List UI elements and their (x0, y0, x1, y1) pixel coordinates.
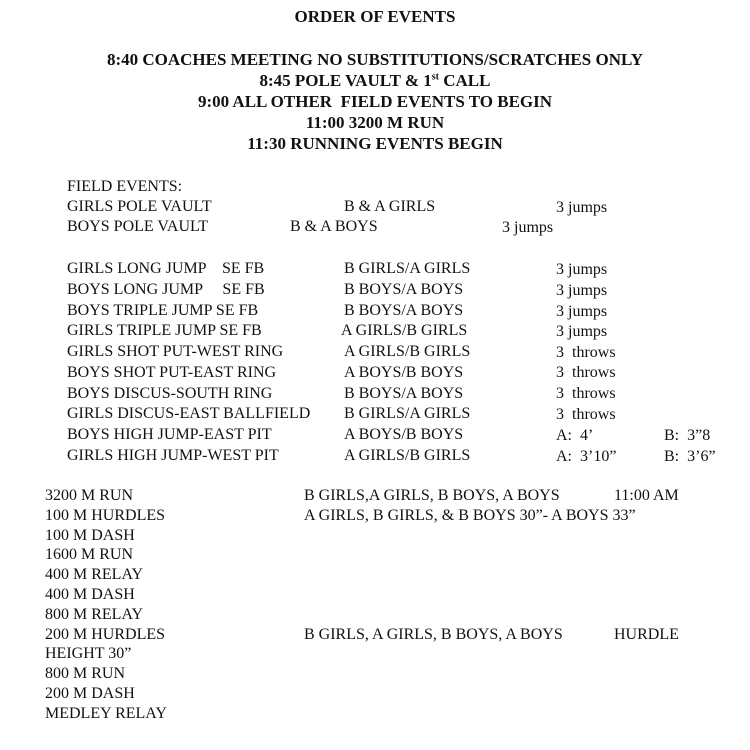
field-event-attempts: A: 3’10” (556, 448, 617, 465)
field-event-name: BOYS HIGH JUMP-EAST PIT (67, 426, 272, 443)
field-event-groups: B BOYS/A BOYS (344, 385, 464, 402)
field-event-attempts: 3 jumps (556, 199, 608, 216)
field-event-attempts: 3 jumps (556, 303, 608, 320)
field-event-groups: A BOYS/B BOYS (344, 426, 464, 443)
field-event-attempts: A: 4’ (556, 427, 594, 444)
running-event-name: 800 M RELAY (45, 606, 144, 623)
page-title: ORDER OF EVENTS (294, 7, 456, 26)
field-event-groups: B & A GIRLS (344, 198, 436, 215)
running-event-name: 400 M RELAY (45, 566, 144, 583)
schedule-line-pole-vault-call: CALL (439, 71, 491, 90)
field-event-extra: B: 3’6” (664, 448, 716, 465)
field-event-groups: B BOYS/A BOYS (344, 281, 464, 298)
running-event-extra: HURDLE (614, 626, 679, 643)
schedule-line-pole-vault (0, 71, 750, 91)
field-event-attempts: 3 throws (556, 364, 616, 381)
running-event-groups: A GIRLS, B GIRLS, & B BOYS 30”- A BOYS 33” (304, 507, 636, 524)
running-event-name: 800 M RUN (45, 665, 126, 682)
field-event-name: GIRLS HIGH JUMP-WEST PIT (67, 447, 279, 464)
field-event-groups: B GIRLS/A GIRLS (344, 260, 471, 277)
schedule-line-field-events: 9:00 ALL OTHER FIELD EVENTS TO BEGIN (197, 92, 553, 111)
running-event-name: 400 M DASH (45, 586, 135, 603)
field-event-attempts: 3 jumps (556, 323, 608, 340)
field-event-groups: B GIRLS/A GIRLS (344, 405, 471, 422)
field-event-groups: A GIRLS/B GIRLS (341, 322, 468, 339)
field-event-name: GIRLS LONG JUMP SE FB (67, 260, 265, 277)
running-event-name: 100 M DASH (45, 527, 135, 544)
field-event-attempts: 3 jumps (556, 261, 608, 278)
running-event-name: 3200 M RUN (45, 487, 134, 504)
running-event-name: MEDLEY RELAY (45, 705, 167, 722)
schedule-line-3200: 11:00 3200 M RUN (305, 113, 445, 132)
schedule-line-running: 11:30 RUNNING EVENTS BEGIN (247, 134, 503, 153)
running-event-name: HEIGHT 30” (45, 645, 132, 662)
field-event-attempts: 3 throws (556, 385, 616, 402)
running-event-groups: B GIRLS,A GIRLS, B BOYS, A BOYS (304, 487, 560, 504)
field-event-name: GIRLS SHOT PUT-WEST RING (67, 343, 284, 360)
field-event-attempts: 3 throws (556, 344, 616, 361)
schedule-line-pole-vault-text: 8:45 POLE VAULT & 1 (259, 71, 432, 90)
running-event-name: 100 M HURDLES (45, 507, 166, 524)
field-event-groups: A GIRLS/B GIRLS (344, 343, 471, 360)
field-event-groups: B & A BOYS (290, 218, 378, 235)
running-event-name: 1600 M RUN (45, 546, 134, 563)
field-event-name: BOYS TRIPLE JUMP SE FB (67, 302, 259, 319)
field-events-heading: FIELD EVENTS: (67, 178, 183, 195)
running-event-name: 200 M HURDLES (45, 626, 166, 643)
field-event-name: GIRLS POLE VAULT (67, 198, 212, 215)
running-event-name: 200 M DASH (45, 685, 135, 702)
schedule-line-coaches-meeting: 8:40 COACHES MEETING NO SUBSTITUTIONS/SCRATCHES ONLY (106, 50, 644, 69)
field-event-attempts: 3 jumps (556, 282, 608, 299)
field-event-name: BOYS DISCUS-SOUTH RING (67, 385, 273, 402)
running-event-groups: B GIRLS, A GIRLS, B BOYS, A BOYS (304, 626, 563, 643)
field-event-extra: B: 3”8 (664, 427, 711, 444)
field-event-groups: B BOYS/A BOYS (344, 302, 464, 319)
field-event-groups: A GIRLS/B GIRLS (344, 447, 471, 464)
field-event-name: GIRLS DISCUS-EAST BALLFIELD (67, 405, 311, 422)
field-event-name: GIRLS TRIPLE JUMP SE FB (67, 322, 262, 339)
field-event-name: BOYS LONG JUMP SE FB (67, 281, 265, 298)
running-event-time: 11:00 AM (614, 487, 679, 504)
field-event-attempts: 3 throws (556, 406, 616, 423)
field-event-groups: A BOYS/B BOYS (344, 364, 464, 381)
field-event-attempts: 3 jumps (502, 219, 554, 236)
field-event-name: BOYS POLE VAULT (67, 218, 209, 235)
superscript-st: st (431, 71, 439, 83)
field-event-name: BOYS SHOT PUT-EAST RING (67, 364, 277, 381)
